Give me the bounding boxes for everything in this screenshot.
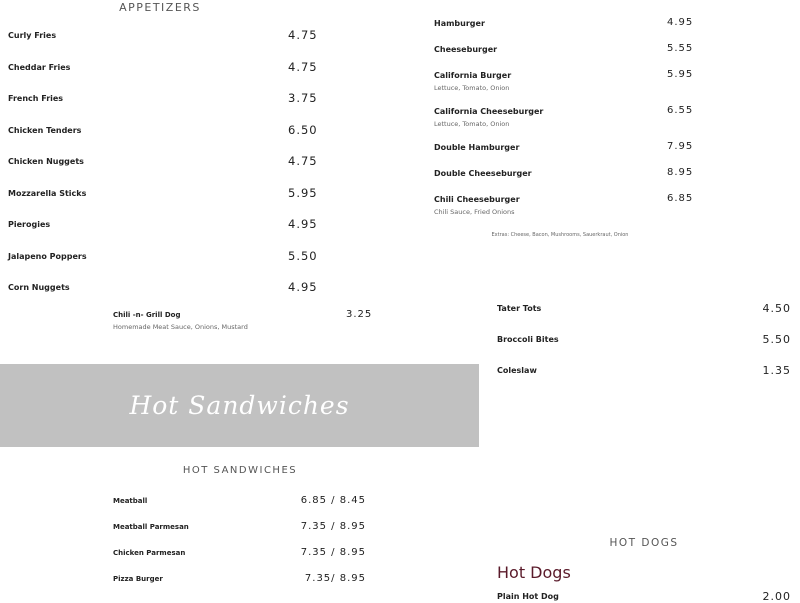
- item-name: Pizza Burger: [113, 575, 163, 583]
- menu-item: [497, 304, 791, 335]
- hot-sandwiches-banner: [0, 364, 479, 447]
- item-description: Lettuce, Tomato, Onion: [434, 84, 510, 92]
- item-name: Cheeseburger: [434, 45, 498, 54]
- menu-item: [8, 154, 338, 189]
- item-description: Lettuce, Tomato, Onion: [434, 120, 510, 128]
- item-name: French Fries: [8, 94, 64, 103]
- menu-item: [434, 45, 734, 71]
- appetizers-heading: APPETIZERS: [119, 1, 201, 14]
- item-name: Pierogies: [8, 220, 51, 229]
- item-price: 3.75: [288, 91, 318, 105]
- item-description: Homemade Meat Sauce, Onions, Mustard: [113, 323, 248, 331]
- item-price: 6.85: [667, 193, 694, 204]
- menu-item: [8, 122, 338, 158]
- menu-item: [8, 28, 338, 63]
- appetizers-list: [8, 28, 338, 315]
- item-name: Chicken Parmesan: [113, 549, 186, 557]
- burger-extras: Extras: Cheese, Bacon, Mushrooms, Sauerkraut, Onion: [491, 232, 629, 238]
- item-price: 6.50: [288, 122, 318, 137]
- sides-list: [497, 304, 791, 397]
- item-name: Cheddar Fries: [8, 62, 71, 72]
- banner-title: Hot Sandwiches: [129, 391, 350, 420]
- menu-item: [113, 523, 366, 549]
- item-price: 5.95: [667, 69, 694, 80]
- item-name: Meatball: [113, 497, 148, 505]
- menu-item: [8, 248, 338, 284]
- item-name: Chicken Nuggets: [8, 157, 84, 166]
- item-price: 6.55: [667, 105, 694, 116]
- menu-item: [8, 280, 338, 315]
- item-price: 7.95: [667, 141, 694, 152]
- menu-item: [8, 91, 338, 126]
- sandwiches-list: [113, 497, 366, 601]
- item-name: Mozzarella Sticks: [8, 188, 87, 198]
- item-name: Curly Fries: [8, 31, 57, 40]
- burgers-list: [434, 19, 734, 231]
- item-price: 4.95: [288, 217, 318, 231]
- item-name: Tater Tots: [497, 304, 542, 313]
- item-name: Double Hamburger: [434, 143, 520, 152]
- item-price: 4.75: [288, 28, 318, 42]
- item-price: 7.35/ 8.95: [304, 573, 366, 584]
- item-price: 4.75: [288, 59, 318, 74]
- item-name: Double Cheeseburger: [434, 169, 532, 178]
- item-price: 2.00: [762, 590, 791, 603]
- item-name: Jalapeno Poppers: [8, 251, 87, 261]
- item-description: Chili Sauce, Fried Onions: [434, 208, 515, 216]
- item-name: Coleslaw: [497, 366, 537, 375]
- chili-dog-item: [113, 309, 373, 331]
- menu-item: [8, 217, 338, 252]
- item-name: Broccoli Bites: [497, 335, 559, 344]
- item-price: 5.95: [288, 185, 318, 200]
- item-price: 8.95: [667, 167, 694, 178]
- hotdogs-heading: HOT DOGS: [609, 537, 679, 549]
- item-name: Corn Nuggets: [8, 283, 70, 292]
- item-price: 4.50: [762, 302, 791, 315]
- item-price: 4.95: [288, 280, 318, 294]
- item-price: 1.35: [762, 364, 791, 377]
- item-price: 4.95: [667, 17, 694, 28]
- item-name: Chicken Tenders: [8, 125, 82, 135]
- item-price: 7.35 / 8.95: [300, 547, 366, 558]
- menu-item: [434, 107, 734, 143]
- item-name: Chili -n- Grill Dog: [113, 311, 181, 319]
- item-name: California Cheeseburger: [434, 107, 544, 116]
- item-name: Plain Hot Dog: [497, 592, 559, 601]
- menu-item: [434, 71, 734, 107]
- item-price: 3.25: [346, 309, 373, 320]
- item-price: 7.35 / 8.95: [300, 521, 366, 532]
- menu-item: [113, 549, 366, 575]
- item-name: Hamburger: [434, 19, 485, 28]
- item-name: California Burger: [434, 71, 512, 80]
- menu-item: [434, 195, 734, 231]
- menu-item: [8, 185, 338, 221]
- menu-item: [434, 169, 734, 195]
- item-price: 5.50: [762, 333, 791, 346]
- item-price: 5.55: [667, 43, 694, 54]
- menu-item: [497, 335, 791, 366]
- menu-item: [497, 366, 791, 397]
- item-price: 6.85 / 8.45: [300, 495, 366, 506]
- menu-item: [434, 19, 734, 45]
- item-price: 4.75: [288, 154, 318, 168]
- menu-item: [113, 575, 366, 601]
- hotdogs-title: Hot Dogs: [497, 563, 571, 582]
- item-name: Chili Cheeseburger: [434, 195, 520, 204]
- menu-item: [113, 497, 366, 523]
- menu-item: [8, 59, 338, 95]
- menu-item: [434, 143, 734, 169]
- sandwiches-heading: HOT SANDWICHES: [182, 465, 298, 476]
- item-name: Meatball Parmesan: [113, 523, 189, 531]
- item-price: 5.50: [288, 248, 318, 263]
